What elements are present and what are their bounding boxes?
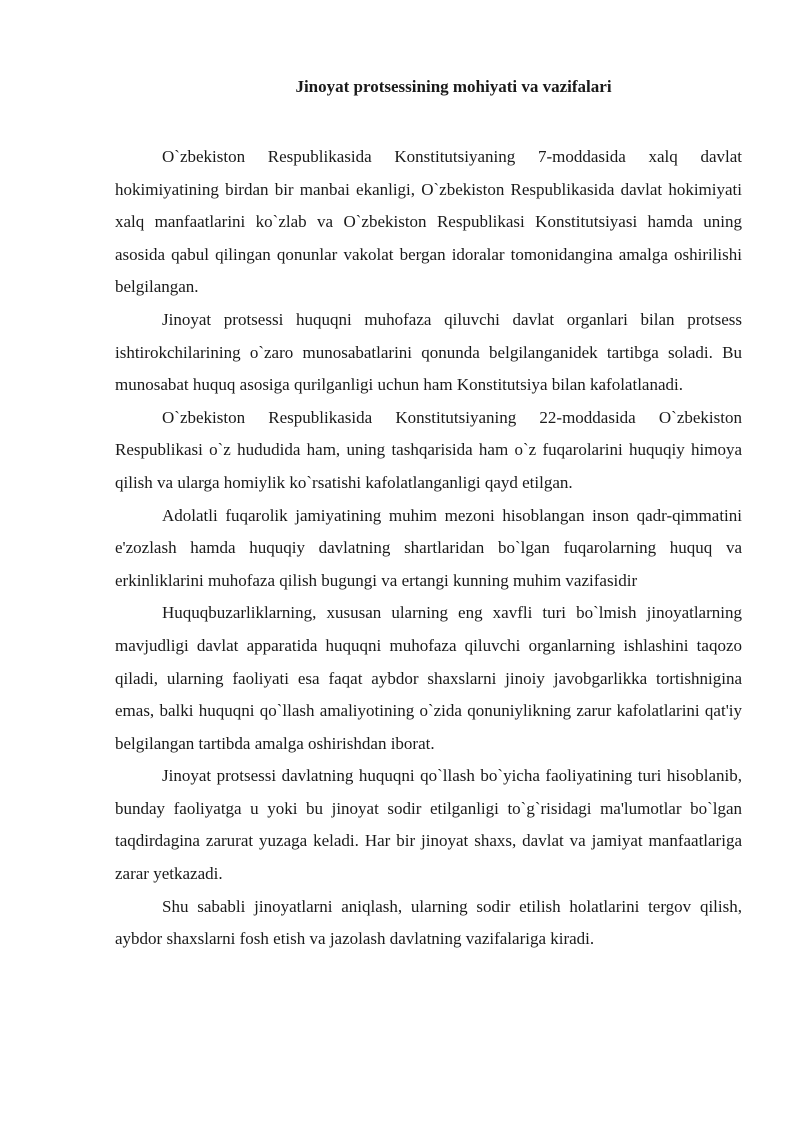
- paragraph-7: Shu sababli jinoyatlarni aniqlash, ularning sodir etilish holatlarini tergov qilish, aybdor shaxslarni fosh etish va jazolash davlatning vazifalariga kiradi.: [115, 896, 742, 949]
- paragraph-3: O`zbekiston Respublikasida Konstitutsiyaning 22-moddasida O`zbekiston Respublikasi o`z hududida ham, uning tashqarisida ham o`z fuqarolarini huquqiy himoya qilish va ularga homiylik ko`rsatishi kafolatlanganligi qayd etilgan.: [115, 407, 742, 492]
- paragraph-4: Adolatli fuqarolik jamiyatining muhim mezoni hisoblangan inson qadr-qimmatini e'zozlash hamda huquqiy davlatning shartlaridan bo`lgan fuqarolarning huquq va erkinliklarini muhofaza qilish bugungi va ertangi kunning muhim vazifasidir: [115, 505, 742, 590]
- document-title: Jinoyat protsessining mohiyati va vazifalari: [295, 77, 612, 96]
- paragraph-5: Huquqbuzarliklarning, xususan ularning eng xavfli turi bo`lmish jinoyatlarning mavjudligi davlat apparatida huquqni muhofaza qiluvchi organlarning ishlashini taqozo qiladi, ularning faoliyati esa faqat aybdor shaxslarni jinoiy javobgarlikka tortishnigina emas, balki huquqni qo`llash amaliyotining o`zida qonuniylikning zarur kafolatlarini qat'iy belgilangan tartibda amalga oshirishdan iborat.: [115, 603, 742, 753]
- paragraph-2: Jinoyat protsessi huquqni muhofaza qiluvchi davlat organlari bilan protsess ishtirokchilarining o`zaro munosabatlarini qonunda belgilanganidek tartibga soladi. Bu munosabat huquq asosiga qurilganligi uchun ham Konstitutsiya bilan kafolatlanadi.: [115, 309, 742, 395]
- paragraph-1: O`zbekiston Respublikasida Konstitutsiyaning 7-moddasida xalq davlat hokimiyatining birdan bir manbai ekanligi, O`zbekiston Respublikasida davlat hokimiyati xalq manfaatlarini ko`zlab va O`zbekiston Respublikasi Konstitutsiyasi hamda uning asosida qabul qilingan qonunlar vakolat bergan idoralar tomonidangina amalga oshirilishi belgilangan.: [115, 147, 742, 297]
- paragraph-6: Jinoyat protsessi davlatning huquqni qo`llash bo`yicha faoliyatining turi hisoblanib, bunday faoliyatga u yoki bu jinoyat sodir etilganligi to`g`risidagi ma'lumotlar bo`lgan taqdirdagina zarurat yuzaga keladi. Har bir jinoyat shaxs, davlat va jamiyat manfaatlariga zarar yetkazadi.: [115, 766, 742, 884]
- document-body: [115, 141, 742, 956]
